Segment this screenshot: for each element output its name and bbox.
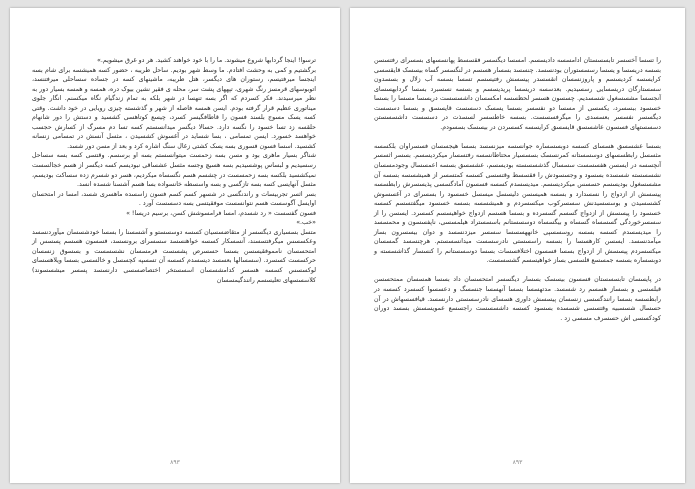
- left-page: [10, 8, 340, 483]
- page-number: ۸۹۳: [512, 459, 523, 466]
- paragraph: در پایسسان تابسسستان فسسون بیسسک بسسار دیگسسر امتحسسان داد بسسا همسسان ممتحسسن قبلسسی و بسساز هسسم رد شسسد. مدتهسسا بسسا آنهسسا جنسسگ و دعسسوا کسسرد کسسه در رابطسسه بسسا رانندگسسی زنسسان پیسسش داوری هسسای نادرسسستی دارنسسد. قیافسسهاش در آن حسسال شسسبیه وقتسسی شسسده بسسود کسسه داشسسست راجسسع عمویسسش بسسد دوران کودکسسی اش حسسرف مسسی زد .: [374, 276, 661, 322]
- paragraph: متسل بسسیاری دیگسسر از متقاضسسیان کسسه دوسسستو و آشسسنا را بسسا خودشسسان میآوردنسسد وعکسسس میگرفتسسند، آنسسکار کسسه خواهنسسد سسسرای برونسسد، فسسون هسسم پسسس از امتحسسان نامموفقیسسن بسسا حسسرص پشسست فرمسسان نشسسست و بسسوق زنسسان حرکسست کسسرد. (سسسالها بعسسد دیسسدم کسسه آن تسسپه کچسسل و خالسسی بسسا ویلاهسسای لوکسسس کسسه هسسر کدامشسسان اسسستخر اختصاصسسی دارنسسد پسسر میشسسوند) کلاسسسهای تعلیسسم رانندگیمسسان: [32, 228, 316, 284]
- paragraph: «خب.»: [296, 219, 316, 227]
- right-page-text: [374, 56, 661, 323]
- paragraph: بسسا عشسسق هسسای کسسه دوبسسساره جوانسسه میزنسسد بسسا هیجسسان فسسراوان بلکسسه مثسسل رابطسسهای دوسسستانه کمرنسسک بسسسیار محتاطانسسه رفتسسار میکردیسسم. بسسر اثسسر آنچسسه در ایسسن هفسسست سسسال گذشسسسته بودیسسم، عشسسق بسسه اعمسسال وجودمسسان نشسسسته شسسده بسسود و وجسسودش را فقسسط وقتسسی کسسه کمتسسر از همیشسسه بسسه آن مشسسغول بودیسسم حسسس میکردیسسم. میدیسسدم کسسه فسسون آمادگسسی پذیسسرش رابطسسه پیسسش از ازدواج را نسسدارد و بسسه همیسسن دلیسسل میسسل خسسود را بسسرای در آغسسوش کشسسیدن و بوسسسیدنش سسسرکوب میکسسردم و همیشسسه بسسه خسسود میگفتسسم کسسه خسسود را پیسسش از ازدواج گسسم گسسرده و بسسا هسسم ازدواج خواهیسسم کسسرد. ایسسن را از سسسرخوردگی گسسساه گسساه و بیگسساه دوسسستانم باسسستراد هیلمسسی، ناپفسسون و محمسسد را میدیسسدم کسسه بسسه روسسسپی خانههسسسا سسسر میزدنسسد و دوان بیسسرون بساز میآمدنسسد. ایسسن کارهسسا را بسسه راسسستی نادرسسست میدانسسستم. هرچنسسد گمسسان میکسسردم پیسسش از ازدواج بسسا فسسون اختلافسسات بسسا دوسسستانم را کنسسار گذاشسسته و دوبسساره بسسه جمسسع قلسسی بساز خواهیسسم گشسسست.: [374, 142, 661, 265]
- left-page-text: [32, 56, 316, 285]
- right-page: [350, 8, 685, 483]
- paragraph: برگشتیم و کمی به وحشت افتادم. ما وسط شهر بودیم. ساحل طریبه ، حضور کسه همیشسه برای شام بسه اینجسا میرفتیسم، رستوران های دیگسر، هتل طریبه، ماشینهای کسه در جساده سساحلی میرفتنسد، اتوبوسهای قرمسز رنگ شهری، تپههای پشت سر، محله ی فقیر نشین بیوک دره، همسه و همسه بسیار دور به نظر میرسیدند. فکر کسردم که اگر بسه تنهسا در شهر بلکه به تمام زندگیام نگاه میکسنم. انگار جلوی میناتوری عظیم قرار گرفته بودم. ایسن همسه فاصله از شهر و گذشسته چیزی رویایی در خود داشت. وقتی کسه یسک مسوج بلسند فسون را قاطافگیسر کسرد، چیسع کوتاهسی کشسید و دستش را دور شانهام حلقسه زد تسا خسود را نگسه دارد. حسالا دیگسر میدانسستم کسه تسا دم مسرگ از کسارش حجسب خواهسد خسورد. ایسن تمسامی ، بسا شساید در آغسوش کشسیدن ، مثسل آنسش در تمسامی زنسانه کشسید. اسسا فسون فسوری بسه یسک کشتی زغال سنگ اشاره کرد و بعد از مسن دور شسد.: [32, 66, 316, 150]
- paragraph: ترسوا! اینجا گردابها شروع میشوند. ما را با خود خواهند کشید. هر دو غرق میشویم.»: [97, 57, 316, 64]
- paragraph: شناگر بسیار ماهری بود و مسن بسه زحمست میتوانسستم بسه او برسسم. وقتسی کسه بسه سساحل رسسیدیم و لبساس پوشسیدیم بسه هسیچ وجسه مثسل عشساقی نبودیسم کسه دیگسر از هسم خجالسست نمیکشسید بلکسه بسه زحمسست در چشسم هسم نگسساه میکردیم، هسر دو شسرم زده سساکت بودیسم، مثسل آنهایسی کسه بسه تازگسی و بسه واسسطه خانسواده بسا هسم آشسنا شسده انسد.: [32, 152, 316, 189]
- paragraph: را تسسا آخسسر تابسسستان ادامسسه دادیسسم. امسسا دیگسسر فقسسط پهانسسهای بسسرای رفتسسن بسسه دریسسا و یسسا رسسستوران بودنسسد. چنسسد بسسار هسسم در لنگسسر گساه بیسسک قایقسسی کرایسسه کردیسسم و پاروزنسسان انقسسدر پیسسش رفتیسسم تسسا بسسه آب زلال و بسسدون سسستارگان دریسسایی رسسیدیم. بعدسسه دریسسا پریدیسسم و بسسه نسسبرد بسسا گردابهسسای آنجسسا مشسسغول شسسدیم. چسسون هسسر لحظسسه امکسسان داشسسست دریسسا مسسا را بسسا خسسود ببسسرد، یکسسی از مسسا دو نفسسر بسسا یسسک دسسست قایسسق و بسسا دسسست دیگسسر نفسسر بعسسدی را میگرفسسست. بسسه خاطسسر لسسذت در دسسست داشسسستن دسسستهای فسسون عاشسسق قایسسق کرایسسه کسسردن در بیسسک بسسودم.: [374, 57, 661, 131]
- page-number: ۸۹۳: [170, 459, 180, 466]
- paragraph: بسر اثسر تجربیسات و راندنگسی در شسهر کسم کسم فسون زاسسده ماهسری شسد، امسا در امتحسان اوایسل آگوسست هسم نتوانسست موفقیتسی بسه دسسست آورد .: [32, 190, 316, 208]
- paragraph: فسون گفسست « رد شسدم، امسا فرامسوشش کسن، برسیم دریسا! »: [126, 209, 316, 217]
